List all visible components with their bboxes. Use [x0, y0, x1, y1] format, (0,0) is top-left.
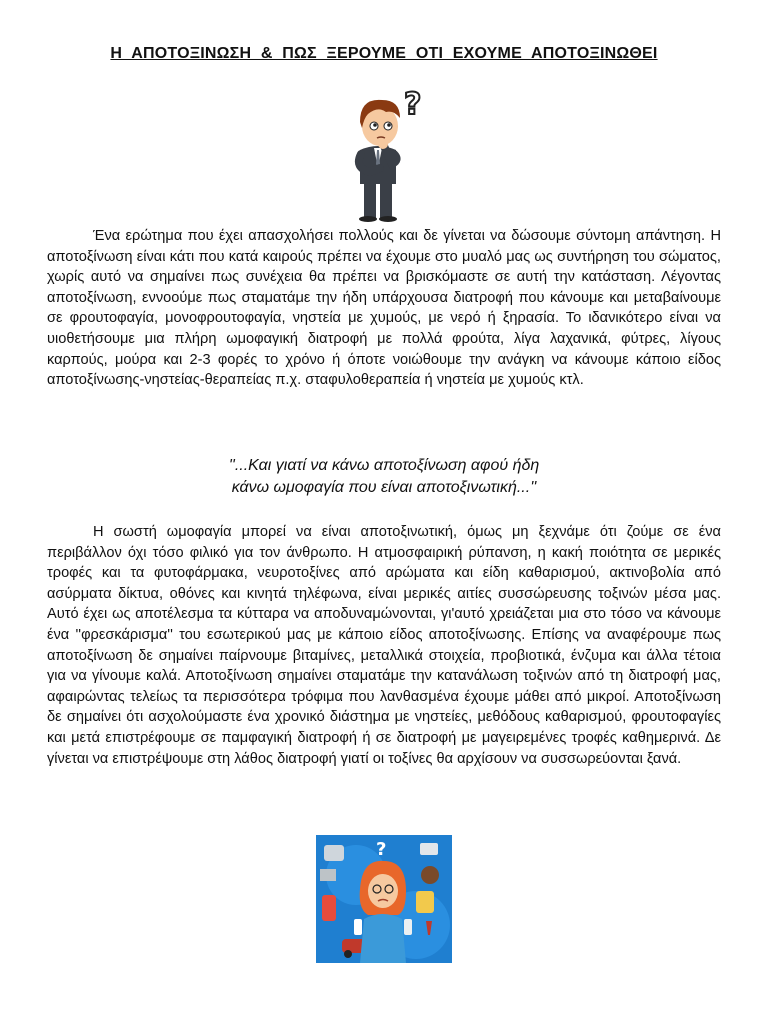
- thinking-man-illustration: [334, 88, 434, 222]
- paragraph-intro: Ένα ερώτημα που έχει απασχολήσει πολλούς και δε γίνεται να δώσουμε σύντομη απάντηση. Η αποτοξίνωση είναι κάτι που κατά καιρούς πρέπει να έχουμε στο μυαλό μας ως συντήρηση του σώματος, χωρίς αυτό να σημαίνει πως συνέχεια θα πρέπει να βρισκόμαστε σε αυτή την κατάσταση. Λέγοντας αποτοξίνωση, εννοούμε πως σταματάμε την ήδη υπάρχουσα διατροφή που κάνουμε και μεταβαίνουμε σε φρουτοφαγία, μονοφρουτοφαγία, νηστεία με χυμούς, με νερό ή ξηρασία. Το ιδανικότερο είναι να υιοθετήσουμε μια πλήρη ωμοφαγική διατροφή με πολλά φρούτα, λίγα λαχανικά, φύτρες, λίγους καρπούς, μούρα και 2-3 φορές το χρόνο ή όποτε νοιώθουμε την ανάγκη να κάνουμε κάποιο είδος αποτοξίνωσης-νηστείας-θεραπείας π.χ. σταφυλοθεραπεία ή νηστεία με χυμούς κτλ.: [47, 228, 721, 389]
- quote-line-1: ''...Και γιατί να κάνω αποτοξίνωση αφού ήδη: [228, 457, 540, 474]
- pull-quote: [0, 455, 768, 499]
- svg-text:?: ?: [376, 839, 387, 860]
- document-title: Η ΑΠΟΤΟΞΙΝΩΣΗ & ΠΩΣ ΞΕΡΟΥΜΕ ΟΤΙ ΕΧΟΥΜΕ ΑΠΟΤΟΞΙΝΩΘΕΙ: [110, 45, 658, 62]
- paragraph-body: Η σωστή ωμοφαγία μπορεί να είναι αποτοξινωτική, όμως μη ξεχνάμε ότι ζούμε σε ένα περιβάλλον όχι τόσο φιλικό για τον άνθρωπο. Η ατμοσφαιρική ρύπανση, η κακή ποιότητα σε μερικές τροφές και τα φυτοφάρμακα, νευροτοξίνες από αρώματα και είδη καθαρισμού, ακτινοβολία από ασύρματα δίκτυα, οθόνες και κινητά τηλέφωνα, είναι μερικές αιτίες συσσώρευσης τοξινών μέσα μας. Αυτό έχει ως αποτέλεσμα τα κύτταρα να αποδυναμώνονται, γι'αυτό χρειάζεται μια στο τόσο να κάνουμε ένα ''φρεσκάρισμα'' του εσωτερικού μας με κάποιο είδος αποτοξίνωσης. Επίσης να αναφέρουμε πως αποτοξίνωση δε σημαίνει παίρνουμε βιταμίνες, μεταλλικά στοιχεία, προβιοτικά, ένζυμα και άλλα τέτοια για να γίνουμε καλά. Αποτοξίνωση σημαίνει σταματάμε την κατανάλωση τοξινών από τη διατροφή μας, αφαιρώντας τελείως τα περισσότερα τρόφιμα που λανθασμένα έχουμε μάθει από μικροί. Αποτοξίνωση δε σημαίνει ότι ασχολούμαστε ένα χρονικό διάστημα με νηστείες, μεθόδους καθαρισμού, φρουτοφαγίες και μετά επιστρέφουμε σε παμφαγική διατροφή ή σε διατροφή με μαγειρεμένες τροφές καθημερινά. Δε γίνεται να επιστρέψουμε στη λάθος διατροφή γιατί οι τοξίνες θα αρχίσουν να συσσωρεύονται ξανά.: [47, 524, 721, 767]
- svg-text:?: ?: [404, 88, 422, 122]
- toxins-woman-illustration: [316, 835, 452, 963]
- quote-line-2: κάνω ωμοφαγία που είναι αποτοξινωτική...'': [231, 479, 537, 496]
